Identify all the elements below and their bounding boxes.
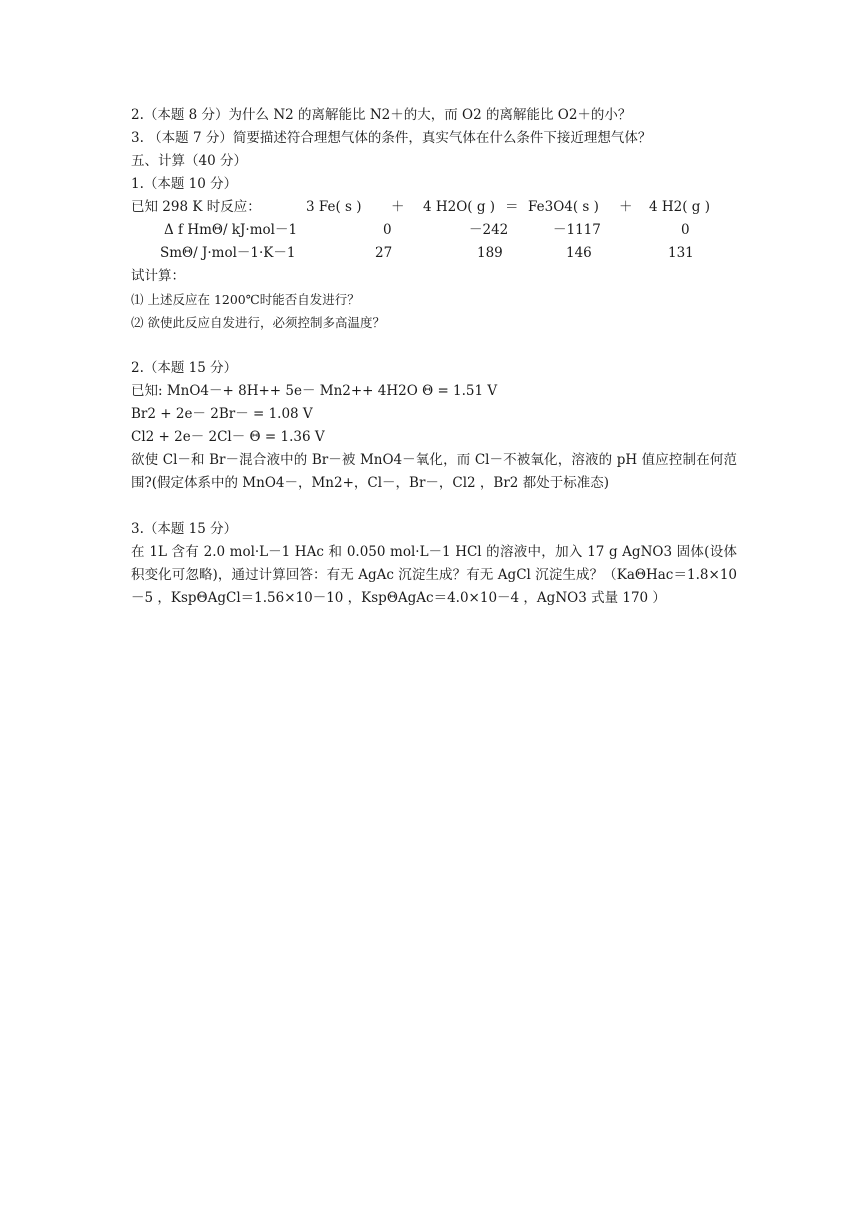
entropy-row	[131, 242, 737, 265]
entropy-value: 146	[566, 245, 592, 261]
entropy-value: 131	[668, 245, 694, 261]
half-reaction-2: Br2 + 2e－ 2Br－ = 1.08 V	[131, 406, 313, 422]
enthalpy-label: Δ f HmΘ/ kJ·mol－1	[164, 222, 298, 238]
question-2: 2.（本题 8 分）为什么 N2 的离解能比 N2＋的大，而 O2 的离解能比 O2＋的小？	[131, 107, 632, 123]
document-page	[131, 104, 737, 610]
equals-sign: ＝	[505, 199, 519, 215]
spacer	[131, 495, 737, 518]
calc-3-title: 3.（本题 15 分）	[131, 521, 238, 537]
product-h2: 4 H2( g )	[649, 199, 711, 215]
entropy-label: SmΘ/ J·mol－1·K－1	[160, 245, 296, 261]
calc-prompt: 试计算：	[131, 268, 185, 284]
reaction-prefix: 已知 298 K 时反应：	[131, 199, 261, 215]
enthalpy-value: 0	[383, 222, 392, 238]
enthalpy-row	[131, 219, 737, 242]
spacer	[131, 334, 737, 357]
reaction-row	[131, 196, 737, 219]
half-reaction-1: 已知: MnO4－+ 8H++ 5e－ Mn2++ 4H2O Θ = 1.51 V	[131, 383, 498, 399]
entropy-value: 189	[477, 245, 503, 261]
half-reaction-3: Cl2 + 2e－ 2Cl－ Θ = 1.36 V	[131, 429, 325, 445]
enthalpy-value: －242	[469, 222, 509, 238]
calc-3-question: 在 1L 含有 2.0 mol·L－1 HAc 和 0.050 mol·L－1 HCl 的溶液中，加入 17 g AgNO3 固体(设体积变化可忽略)，通过计算回答：有无 AgAc 沉淀生成？有无 AgCl 沉淀生成？（KaΘHac＝1.8×10－5 ，KspΘAgCl＝1.56×10－10 ，KspΘAgAc＝4.0×10－4 ，AgNO3 式量 170 ）	[131, 544, 737, 606]
section-heading: 五、计算（40 分）	[131, 153, 247, 169]
calc-2-title: 2.（本题 15 分）	[131, 360, 238, 376]
enthalpy-value: －1117	[553, 222, 601, 238]
sub-question-2: ⑵ 欲使此反应自发进行，必须控制多高温度？	[131, 315, 385, 330]
plus-sign: ＋	[619, 199, 633, 215]
plus-sign: ＋	[391, 199, 405, 215]
sub-question-1: ⑴ 上述反应在 1200℃时能否自发进行？	[131, 292, 360, 307]
question-3: 3. （本题 7 分）简要描述符合理想气体的条件，真实气体在什么条件下接近理想气体？	[131, 130, 652, 146]
enthalpy-value: 0	[681, 222, 690, 238]
product-fe3o4: Fe3O4( s )	[528, 199, 599, 215]
reactant-fe: 3 Fe( s )	[306, 199, 362, 215]
calc-2-question: 欲使 Cl－和 Br－混合液中的 Br－被 MnO4－氧化，而 Cl－不被氧化，溶液的 pH 值应控制在何范围?(假定体系中的 MnO4－，Mn2+，Cl－，Br－，Cl2 ，Br2 都处于标准态)	[131, 452, 737, 491]
reactant-h2o: 4 H2O( g )	[423, 199, 496, 215]
entropy-value: 27	[375, 245, 393, 261]
calc-1-title: 1.（本题 10 分）	[131, 176, 238, 192]
